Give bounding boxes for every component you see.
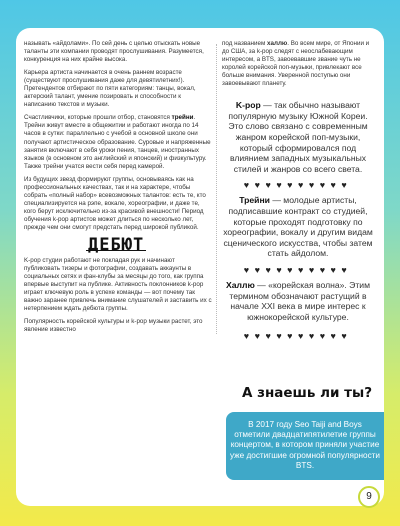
fact-box [226,412,384,480]
hearts-divider: ♥♥♥♥♥♥♥♥♥♥ [243,331,353,342]
definition-text: — молодые артисты, подписавшие контракт со студией, которые проходят подготовку по хореографии, вокалу и другим видам сценического искусства, чтобы затем стать айдолом. [223,195,373,259]
definition-term: K-pop [235,100,261,111]
paragraph-trainees [24,114,212,170]
definition-trainee [222,195,374,259]
definition-term: Трейни [239,195,270,206]
hearts-divider: ♥♥♥♥♥♥♥♥♥♥ [243,265,353,276]
definition-text: — так обычно называют популярную музыку Южной Кореи. Это слово связано с современным жанром корейской поп-музыки, который сформировался под влиянием западных музыкальных стилей и жанров со всего света. [228,100,368,174]
text-run: . Во всем мире, от Японии и до США, за k-pop следят с неослабевающим интересом, а BTS, завоевавшие звание чуть не королей корейской поп-музыки, привлекают все больше внимания. Уверенной поступью они завоевывают планету. [222,40,370,88]
definition-kpop [222,100,374,174]
paragraph-popularity: Популярность корейской культуры и k-pop музыки растет, это явление известно [24,318,203,334]
paragraph-hallyu [222,40,374,88]
fact-box-title: А знаешь ли ты? [241,385,373,401]
paragraph-groups: Из будущих звезд формируют группы, основываясь как на профессиональных качествах, так и на характере, чтобы собрать «полный набор» всевозможных талантов: есть те, кто специализируется на рэпе, вокале, хореографии, и даже те, кого берут исключительно из-за красивой внешности! Период обучения k-pop артистов может длиться по несколько лет, прежде чем они смогут предстать перед широкой публикой. [24,175,206,231]
definition-hallyu [222,280,374,322]
bold-term: халлю [267,40,288,47]
bold-term: трейни [171,114,194,122]
hearts-divider: ♥♥♥♥♥♥♥♥♥♥ [243,180,353,191]
page-sheet [16,28,384,506]
text-run: под названием [222,40,268,47]
definition-term: Халлю [226,280,255,291]
page-number-badge: 9 [358,486,380,508]
left-column [24,40,212,340]
column-divider [216,44,218,334]
text-run: Счастливчики, которые прошли отбор, становятся [24,114,172,122]
paragraph-career: Карьера артиста начинается в очень раннем возрасте (существуют прослушивания даже для девятилетних!). Претендентов отбирают по пяти категориям: танцы, вокал, актерский талант, умение позировать и способности к написанию текстов и музыки. [24,69,196,109]
text-run: . Трейни живут вместе в общежитии и работают иногда по 14 часов в сутки: параллельно с учебой в основной школе они получают артистическое образование. Суровые и напряженные занятия включают в себя уроки пения, танцев, иностранных языков (в основном это английский и японский) и физкультуру. Также трейни учатся вести себя перед камерой. [24,114,211,170]
paragraph-auditions: называть «айдолами». По сей день с целью отыскать новые таланты эти компании проводят прослушивания. Разумеется, конкуренция на них крайне высока. [24,40,204,64]
debut-heading: ДЕБЮТ [88,235,145,256]
definition-text: — «корейская волна». Этим термином обозначают растущий в начале XXI века в мире интерес к южнокорейской культуре. [229,280,370,322]
right-column [222,40,374,341]
fact-box-text: В 2017 году Seo Taiji and Boys отметили двадцатипятилетие группы концертом, в котором приняли участие уже достигшие огромной популярности BTS. [230,420,380,470]
paragraph-debut: K-pop студии работают не покладая рук и начинают публиковать тизеры и фотографии, создавать аккаунты в социальных сетях и фан-клубы за месяцы до того, как группа впервые выступит на публике. Активность поклонников k-pop играет ключевую роль в успехе команды — вот почему так важно заранее привлечь внимание слушателей и заставить их с нетерпением ждать дебюта группы. [24,257,212,313]
